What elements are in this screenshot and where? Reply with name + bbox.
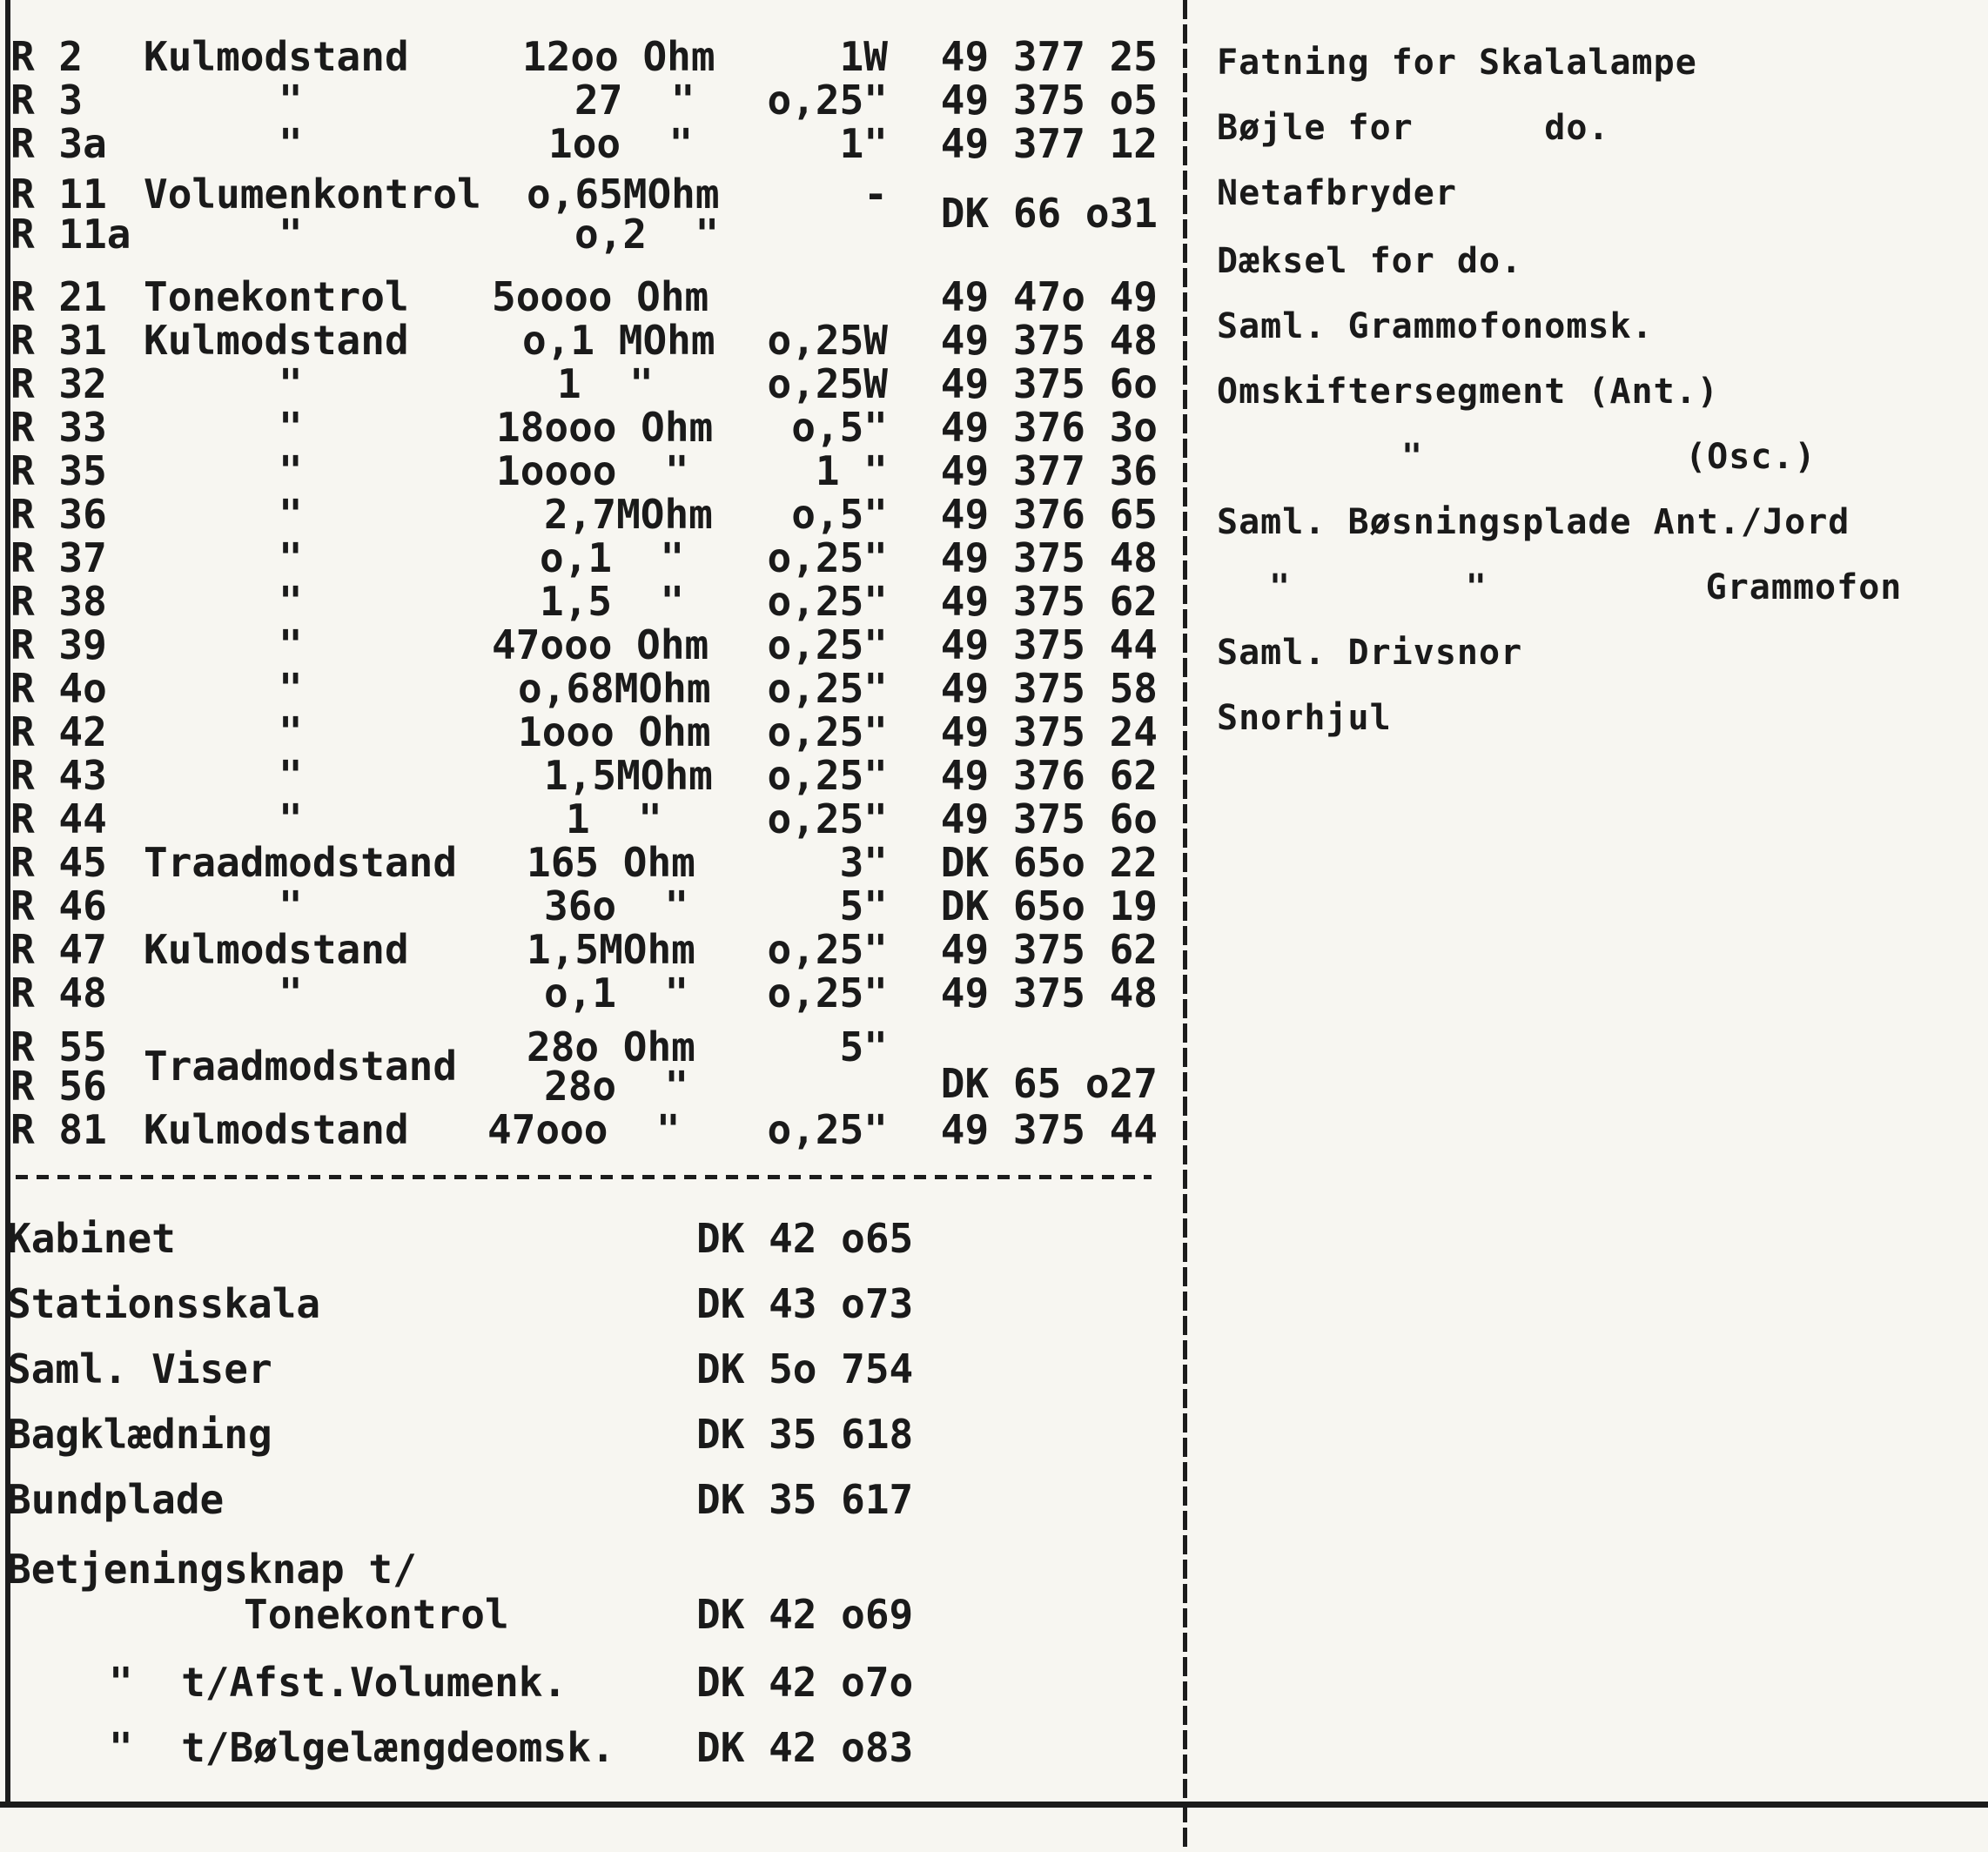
resistor-part-number: 49 375 48: [940, 534, 1158, 581]
resistor-description: ": [279, 621, 303, 668]
resistor-wattage: o,5": [791, 491, 888, 538]
resistor-ref: R 45: [10, 839, 107, 886]
resistor-ref: R 48: [10, 970, 107, 1017]
resistor-description: Volumenkontrol: [144, 171, 481, 218]
resistor-ref: R 32: [10, 360, 107, 407]
cabinet-part-number: DK 42 o69: [696, 1591, 914, 1638]
right-part-item: Saml. Drivsnor: [1217, 633, 1523, 673]
resistor-description: Traadmodstand: [144, 1043, 458, 1090]
cabinet-part-name: Kabinet: [7, 1215, 176, 1262]
resistor-value: 1oooo ": [496, 447, 689, 494]
resistor-description: Kulmodstand: [144, 926, 409, 973]
resistor-part-number: DK 65o 22: [940, 839, 1158, 886]
resistor-ref: R 43: [10, 752, 107, 799]
resistor-ref: R 11: [10, 171, 107, 218]
resistor-ref: R 11a: [10, 211, 131, 258]
resistor-ref: R 37: [10, 534, 107, 581]
resistor-ref: R 21: [10, 273, 107, 320]
right-part-item: Snorhjul: [1217, 698, 1392, 738]
resistor-value: 1ooo Ohm: [518, 708, 711, 755]
resistor-part-number: DK 65o 19: [940, 882, 1158, 929]
resistor-ref: R 31: [10, 317, 107, 364]
resistor-description: Tonekontrol: [144, 273, 409, 320]
cabinet-part-name: Saml. Viser: [7, 1345, 272, 1392]
resistor-description: ": [279, 77, 303, 124]
resistor-ref: R 56: [10, 1063, 107, 1110]
resistor-part-number: 49 375 6o: [940, 360, 1158, 407]
resistor-wattage: o,25": [767, 926, 888, 973]
right-part-item: Bøjle for do.: [1217, 108, 1610, 148]
resistor-description: Kulmodstand: [144, 317, 409, 364]
resistor-wattage: o,25": [767, 77, 888, 124]
resistor-ref: R 35: [10, 447, 107, 494]
resistor-ref: R 33: [10, 404, 107, 451]
resistor-description: ": [279, 882, 303, 929]
resistor-wattage: 1": [839, 120, 888, 167]
resistor-ref: R 3a: [10, 120, 107, 167]
cabinet-part-number: DK 43 o73: [696, 1280, 914, 1327]
resistor-description: ": [279, 970, 303, 1017]
resistor-description: ": [279, 534, 303, 581]
bottom-border: [0, 1802, 1988, 1808]
resistor-part-number: 49 376 62: [940, 752, 1158, 799]
resistor-description: ": [279, 404, 303, 451]
resistor-value: 18ooo Ohm: [496, 404, 714, 451]
resistor-part-number: DK 65 o27: [940, 1060, 1158, 1107]
resistor-ref: R 39: [10, 621, 107, 668]
resistor-ref: R 4o: [10, 665, 107, 712]
right-part-item: Saml. Grammofonomsk.: [1217, 306, 1654, 346]
resistor-value: 1oo ": [548, 120, 694, 167]
resistor-wattage: o,25": [767, 578, 888, 625]
resistor-value: o,1 MOhm: [522, 317, 715, 364]
resistor-value: 2,7MOhm: [544, 491, 713, 538]
resistor-description: ": [279, 120, 303, 167]
resistor-value: 1,5MOhm: [527, 926, 695, 973]
resistor-part-number: 49 375 24: [940, 708, 1158, 755]
resistor-value: 47ooo Ohm: [492, 621, 709, 668]
resistor-ref: R 36: [10, 491, 107, 538]
resistor-ref: R 46: [10, 882, 107, 929]
resistor-value: 1 ": [557, 360, 654, 407]
resistor-wattage: o,25W: [767, 360, 888, 407]
resistor-value: 12oo Ohm: [522, 33, 715, 80]
resistor-wattage: o,25": [767, 534, 888, 581]
right-part-item: Netafbryder: [1217, 173, 1457, 213]
cabinet-part-number: DK 42 o65: [696, 1215, 914, 1262]
resistor-value: o,1 ": [544, 970, 689, 1017]
resistor-wattage: 1W: [839, 33, 888, 80]
cabinet-part-number: DK 35 617: [696, 1476, 914, 1523]
resistor-value: o,65MOhm: [527, 171, 720, 218]
resistor-part-number: 49 375 48: [940, 317, 1158, 364]
resistor-ref: R 44: [10, 795, 107, 842]
resistor-ref: R 42: [10, 708, 107, 755]
resistor-part-number: 49 377 36: [940, 447, 1158, 494]
resistor-description: ": [279, 211, 303, 258]
resistor-value: 28o ": [544, 1063, 689, 1110]
resistor-part-number: 49 375 44: [940, 1106, 1158, 1153]
cabinet-part-name: Stationsskala: [7, 1280, 321, 1327]
resistor-wattage: -: [863, 171, 888, 218]
resistor-value: 47ooo ": [487, 1106, 681, 1153]
resistor-wattage: o,25": [767, 752, 888, 799]
resistor-description: ": [279, 665, 303, 712]
resistor-wattage: 5": [839, 1023, 888, 1070]
cabinet-part-name: Bagklædning: [7, 1411, 272, 1458]
resistor-wattage: 5": [839, 882, 888, 929]
resistor-value: o,68MOhm: [518, 665, 711, 712]
resistor-ref: R 81: [10, 1106, 107, 1153]
resistor-part-number: 49 375 58: [940, 665, 1158, 712]
cabinet-part-number: DK 35 618: [696, 1411, 914, 1458]
cabinet-part-number: DK 42 o7o: [696, 1659, 914, 1706]
column-divider: [1183, 0, 1187, 1852]
resistor-part-number: 49 375 o5: [940, 77, 1158, 124]
resistor-description: ": [279, 708, 303, 755]
resistor-value: 1,5MOhm: [544, 752, 713, 799]
cabinet-part-name: " t/Bølgelængdeomsk.: [109, 1724, 615, 1771]
resistor-wattage: o,25W: [767, 317, 888, 364]
resistor-part-number: 49 375 62: [940, 578, 1158, 625]
resistor-value: 5oooo Ohm: [492, 273, 709, 320]
resistor-ref: R 55: [10, 1023, 107, 1070]
resistor-wattage: 3": [839, 839, 888, 886]
right-part-item: " " Grammofon: [1269, 567, 1903, 607]
resistor-description: Traadmodstand: [144, 839, 458, 886]
cabinet-part-number: DK 42 o83: [696, 1724, 914, 1771]
right-part-item: " (Osc.): [1401, 437, 1817, 477]
resistor-ref: R 38: [10, 578, 107, 625]
resistor-ref: R 2: [10, 33, 84, 80]
resistor-part-number: 49 375 6o: [940, 795, 1158, 842]
resistor-ref: R 3: [10, 77, 84, 124]
resistor-description: ": [279, 491, 303, 538]
resistor-wattage: o,25": [767, 665, 888, 712]
right-part-item: Dæksel for do.: [1217, 241, 1523, 281]
right-part-item: Saml. Bøsningsplade Ant./Jord: [1217, 502, 1850, 542]
resistor-value: 1 ": [566, 795, 662, 842]
resistor-part-number: 49 375 48: [940, 970, 1158, 1017]
resistor-part-number: DK 66 o31: [940, 190, 1158, 237]
resistor-wattage: o,25": [767, 970, 888, 1017]
resistor-value: o,1 ": [540, 534, 685, 581]
cabinet-part-name: Tonekontrol: [244, 1591, 509, 1638]
cabinet-part-name: Bundplade: [7, 1476, 225, 1523]
resistor-description: ": [279, 447, 303, 494]
resistor-description: ": [279, 578, 303, 625]
resistor-description: Kulmodstand: [144, 33, 409, 80]
resistor-part-number: 49 375 44: [940, 621, 1158, 668]
resistor-wattage: o,25": [767, 795, 888, 842]
resistor-description: ": [279, 752, 303, 799]
resistor-value: o,2 ": [574, 211, 720, 258]
resistor-part-number: 49 47o 49: [940, 273, 1158, 320]
resistor-description: Kulmodstand: [144, 1106, 409, 1153]
resistor-wattage: o,5": [791, 404, 888, 451]
right-part-item: Fatning for Skalalampe: [1217, 43, 1697, 83]
right-part-item: Omskiftersegment (Ant.): [1217, 372, 1719, 412]
cabinet-part-name: Betjeningsknap t/: [7, 1546, 417, 1593]
resistor-part-number: 49 375 62: [940, 926, 1158, 973]
resistor-part-number: 49 376 3o: [940, 404, 1158, 451]
resistor-part-number: 49 377 25: [940, 33, 1158, 80]
resistor-part-number: 49 377 12: [940, 120, 1158, 167]
cabinet-part-name: " t/Afst.Volumenk.: [109, 1659, 568, 1706]
resistor-value: 1,5 ": [540, 578, 685, 625]
resistor-wattage: 1 ": [815, 447, 888, 494]
resistor-value: 165 Ohm: [527, 839, 695, 886]
resistor-wattage: o,25": [767, 1106, 888, 1153]
resistor-value: 36o ": [544, 882, 689, 929]
resistor-wattage: o,25": [767, 621, 888, 668]
resistor-description: ": [279, 360, 303, 407]
dashed-separator: [16, 1175, 1152, 1179]
resistor-value: 28o Ohm: [527, 1023, 695, 1070]
cabinet-part-number: DK 5o 754: [696, 1345, 914, 1392]
resistor-ref: R 47: [10, 926, 107, 973]
resistor-wattage: o,25": [767, 708, 888, 755]
resistor-value: 27 ": [574, 77, 695, 124]
resistor-part-number: 49 376 65: [940, 491, 1158, 538]
resistor-description: ": [279, 795, 303, 842]
